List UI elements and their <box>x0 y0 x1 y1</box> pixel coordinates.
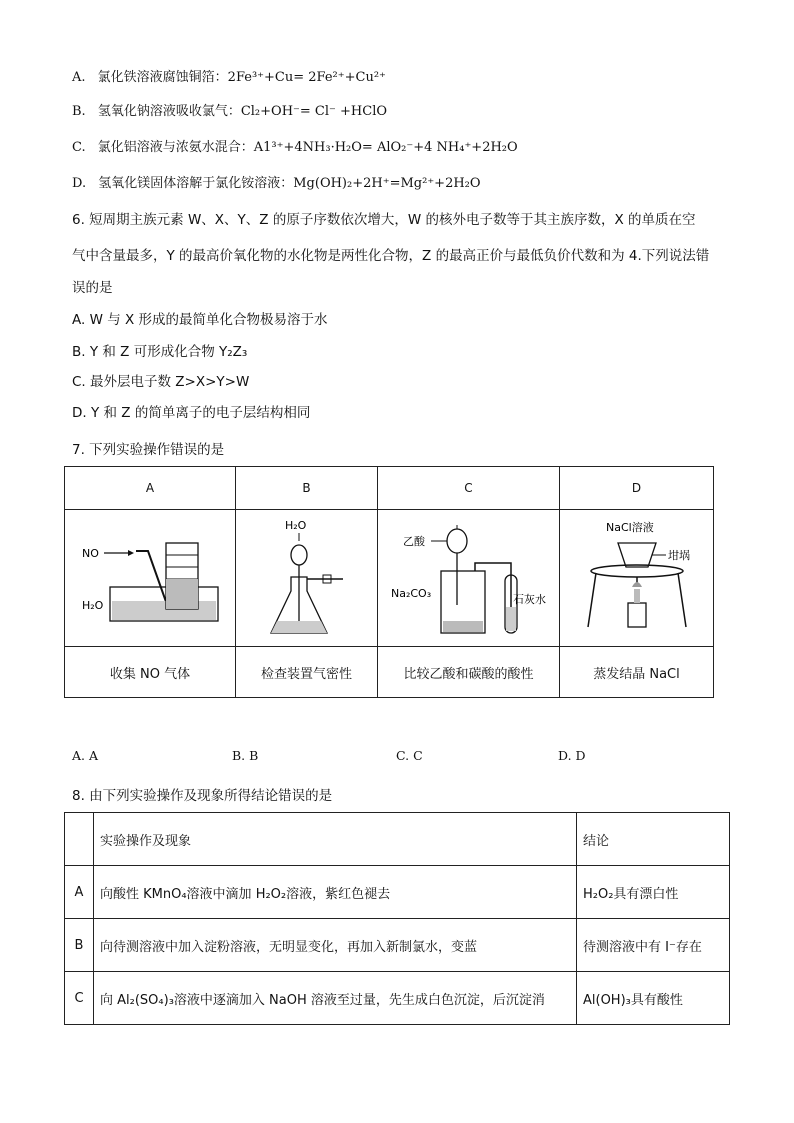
row-conclusion: H₂O₂具有漂白性 <box>577 866 730 919</box>
option-text: 氢氧化钠溶液吸收氯气：Cl₂+OH⁻= Cl⁻ +HClO <box>97 104 388 119</box>
acid-comparison-apparatus <box>381 515 557 639</box>
q7-answer-d: D. D <box>558 748 586 763</box>
row-key: C <box>65 972 94 1025</box>
option-label: C. <box>72 140 86 155</box>
q5-option-a <box>72 66 386 85</box>
q7-answer-c: C. C <box>396 748 423 763</box>
q7-stem: 7. 下列实验操作错误的是 <box>72 442 225 458</box>
q7-answer-b: B. B <box>232 748 259 763</box>
q6-stem-line3: 误的是 <box>72 280 113 296</box>
row-key: A <box>65 866 94 919</box>
q6-option-a: A. W 与 X 形成的最简单化合物极易溶于水 <box>72 312 328 328</box>
q6-stem-line2: 气中含量最多，Y 的最高价氧化物的水化物是两性化合物，Z 的最高正价与最低负价代数和为 4.下列说法错 <box>72 248 710 264</box>
label-limewater: 石灰水 <box>512 592 546 606</box>
option-label: D. <box>72 176 87 191</box>
caption-a: 收集 NO 气体 <box>65 647 236 698</box>
label-acetic-acid: 乙酸 <box>402 534 425 548</box>
option-text: 氢氧化镁固体溶解于氯化铵溶液：Mg(OH)₂+2H⁺=Mg²⁺+2H₂O <box>98 176 481 191</box>
q7-answer-a: A. A <box>72 748 99 763</box>
col-header-d: D <box>560 467 714 510</box>
label-crucible: 坩埚 <box>667 548 690 562</box>
table-row <box>65 919 730 972</box>
row-conclusion: 待测溶液中有 I⁻存在 <box>577 919 730 972</box>
row-operation: 向酸性 KMnO₄溶液中滴加 H₂O₂溶液，紫红色褪去 <box>94 866 577 919</box>
option-text: 氯化铁溶液腐蚀铜箔：2Fe³⁺+Cu= 2Fe²⁺+Cu²⁺ <box>97 70 386 85</box>
label-no: NO <box>82 546 99 560</box>
q8-stem: 8. 由下列实验操作及现象所得结论错误的是 <box>72 788 333 804</box>
q6-option-d: D. Y 和 Z 的简单离子的电子层结构相同 <box>72 405 311 421</box>
q8-results-table <box>64 812 730 1025</box>
row-operation: 向待测溶液中加入淀粉溶液，无明显变化，再加入新制氯水，变蓝 <box>94 919 577 972</box>
table-row <box>65 972 730 1025</box>
label-water: H₂O <box>82 598 104 612</box>
table-row <box>65 866 730 919</box>
option-label: B. <box>72 104 86 119</box>
row-operation: 向 Al₂(SO₄)₃溶液中逐滴加入 NaOH 溶液至过量，先生成白色沉淀，后沉淀消 <box>94 972 577 1025</box>
airtightness-apparatus <box>247 515 367 639</box>
q5-option-d <box>72 172 481 191</box>
row-key: B <box>65 919 94 972</box>
caption-c: 比较乙酸和碳酸的酸性 <box>378 647 560 698</box>
q5-option-b <box>72 100 387 119</box>
label-sodium-carbonate: Na₂CO₃ <box>390 586 431 600</box>
caption-d: 蒸发结晶 NaCl <box>560 647 714 698</box>
q5-option-c <box>72 136 518 155</box>
col-header-a: A <box>65 467 236 510</box>
apparatus-b <box>236 510 378 647</box>
gas-collection-apparatus <box>70 517 230 637</box>
option-text: 氯化铝溶液与浓氨水混合：A1³⁺+4NH₃·H₂O= AlO₂⁻+4 NH₄⁺+2H₂O <box>97 140 518 155</box>
q6-option-b: B. Y 和 Z 可形成化合物 Y₂Z₃ <box>72 344 248 360</box>
q6-option-c: C. 最外层电子数 Z>X>Y>W <box>72 374 250 390</box>
col-header-b: B <box>236 467 378 510</box>
q7-experiment-table <box>64 466 714 698</box>
caption-b: 检查装置气密性 <box>236 647 378 698</box>
apparatus-d <box>560 510 714 647</box>
header-operation: 实验操作及现象 <box>94 813 577 866</box>
header-conclusion: 结论 <box>577 813 730 866</box>
option-label: A. <box>72 70 86 85</box>
col-header-c: C <box>378 467 560 510</box>
row-conclusion: Al(OH)₃具有酸性 <box>577 972 730 1025</box>
label-water: H₂O <box>284 518 306 532</box>
apparatus-a <box>65 510 236 647</box>
label-nacl-solution: NaCl溶液 <box>605 520 654 534</box>
header-key-cell <box>65 813 94 866</box>
q6-stem-line1: 6. 短周期主族元素 W、X、Y、Z 的原子序数依次增大，W 的核外电子数等于其主族序数，X 的单质在空 <box>72 212 696 228</box>
evaporation-apparatus <box>562 515 712 639</box>
apparatus-c <box>378 510 560 647</box>
